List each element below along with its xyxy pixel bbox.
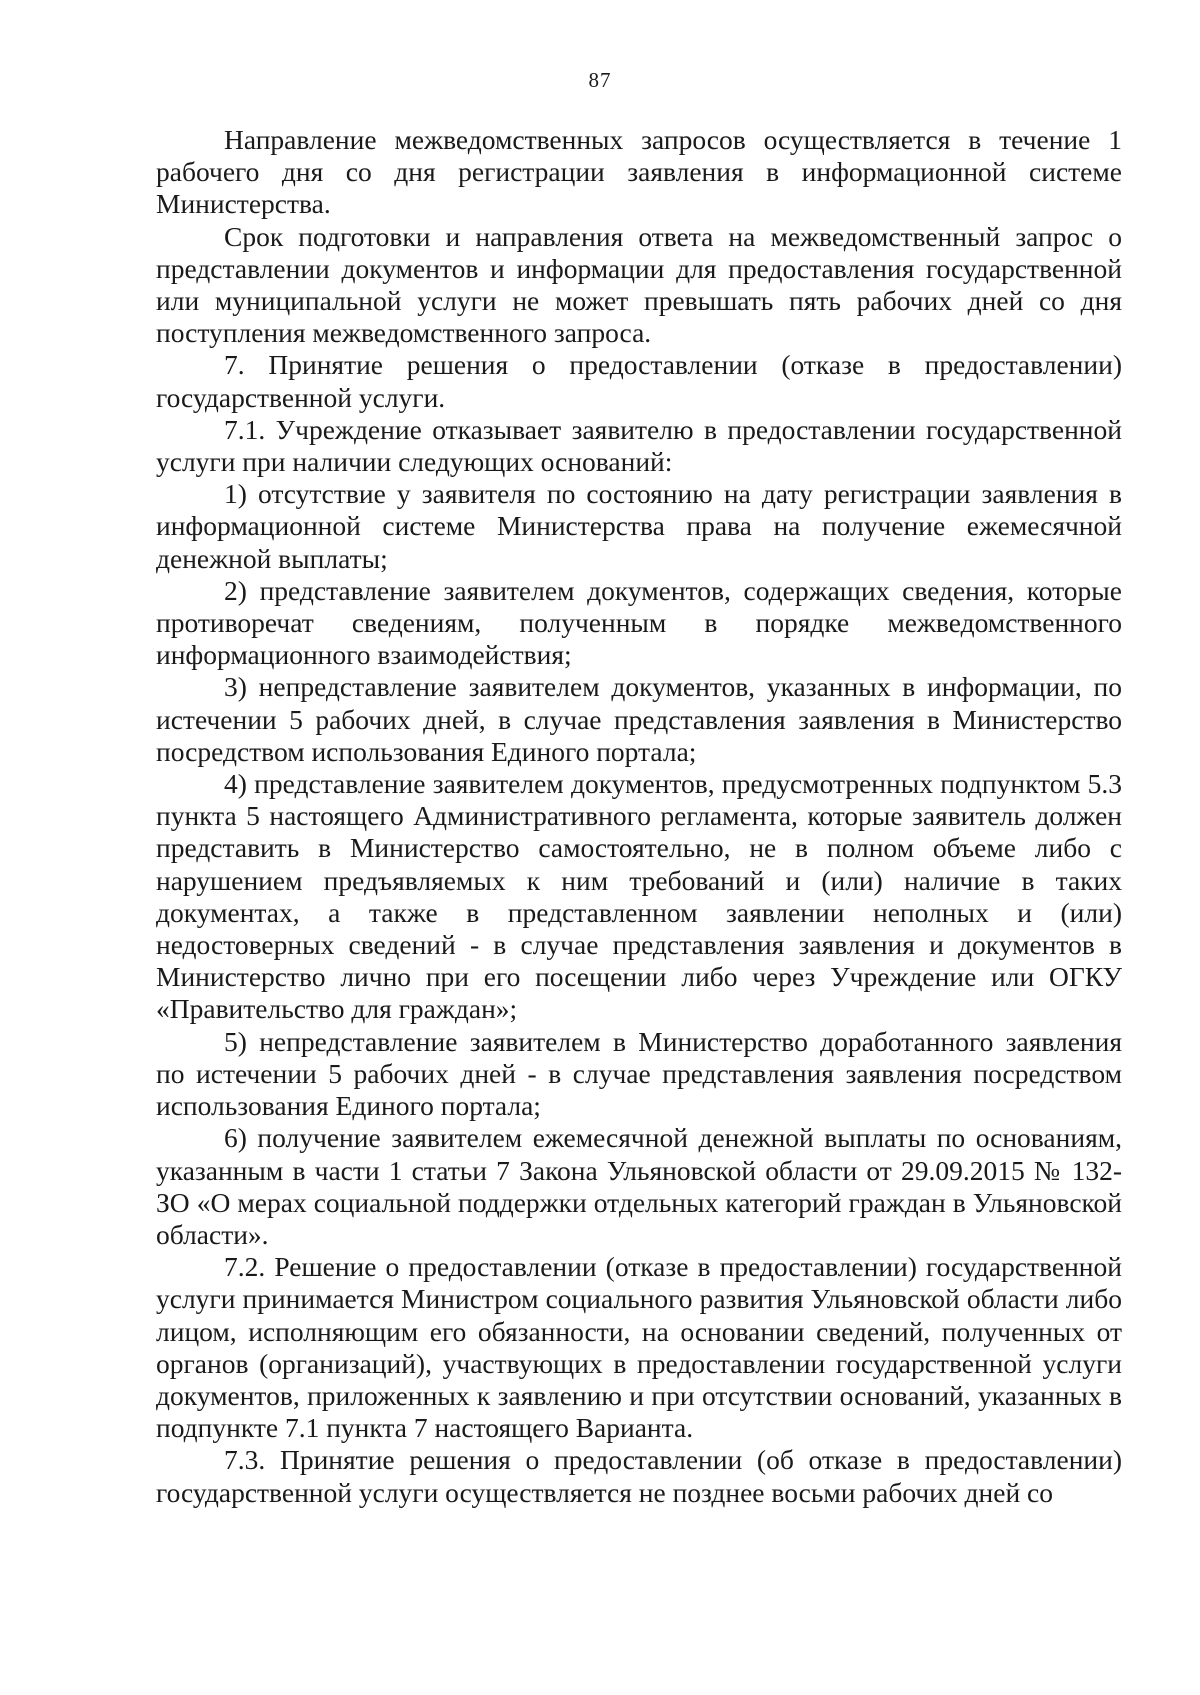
paragraph: 7.1. Учреждение отказывает заявителю в предоставлении государственной услуги при наличии следующих оснований: [156,413,1122,478]
paragraph: 7.2. Решение о предоставлении (отказе в предоставлении) государственной услуги принимается Министром социального развития Ульяновской области либо лицом, исполняющим его обязанности, на основании сведений, полученных от органов (организаций), участвующих в предоставлении государственной услуги документов, приложенных к заявлению и при отсутствии оснований, указанных в подпункте 7.1 пункта 7 настоящего Варианта. [156,1251,1122,1444]
paragraph: 5) непредставление заявителем в Министерство доработанного заявления по истечении 5 рабочих дней - в случае представления заявления посредством использования Единого портала; [156,1025,1122,1122]
page-number: 87 [588,68,612,92]
paragraph: 3) непредставление заявителем документов, указанных в информации, по истечении 5 рабочих дней, в случае представления заявления в Министерство посредством использования Единого портала; [156,671,1122,767]
paragraph: 7.3. Принятие решения о предоставлении (об отказе в предоставлении) государственной услуги осуществляется не позднее восьми рабочих дней со [156,1444,1122,1508]
paragraph: 1) отсутствие у заявителя по состоянию на дату регистрации заявления в информационной системе Министерства права на получение ежемесячной денежной выплаты; [156,478,1122,574]
paragraph: 6) получение заявителем ежемесячной денежной выплаты по основаниям, указанным в части 1 статьи 7 Закона Ульяновской области от 29.09.2015 № 132-ЗО «О мерах социальной поддержки отдельных категорий граждан в Ульяновской области». [156,1122,1122,1250]
paragraph: Срок подготовки и направления ответа на межведомственный запрос о представлении документов и информации для предоставления государственной или муниципальной услуги не может превышать пять рабочих дней со дня поступления межведомственного запроса. [156,220,1122,349]
paragraph: Направление межведомственных запросов осуществляется в течение 1 рабочего дня со дня регистрации заявления в информационной системе Министерства. [156,124,1122,220]
document-body [156,124,1122,1509]
paragraph: 2) представление заявителем документов, содержащих сведения, которые противоречат сведениям, полученным в порядке межведомственного информационного взаимодействия; [156,574,1122,671]
paragraph: 4) представление заявителем документов, предусмотренных подпунктом 5.3 пункта 5 настоящего Административного регламента, которые заявитель должен представить в Министерство самостоятельно, не в полном объеме либо с нарушением предъявляемых к ним требований и (или) наличие в таких документах, а также в представленном заявлении неполных и (или) недостоверных сведений - в случае представления заявления и документов в Министерство лично при его посещении либо через Учреждение или ОГКУ «Правительство для граждан»; [156,768,1122,1025]
paragraph: 7. Принятие решения о предоставлении (отказе в предоставлении) государственной услуги. [156,349,1122,413]
